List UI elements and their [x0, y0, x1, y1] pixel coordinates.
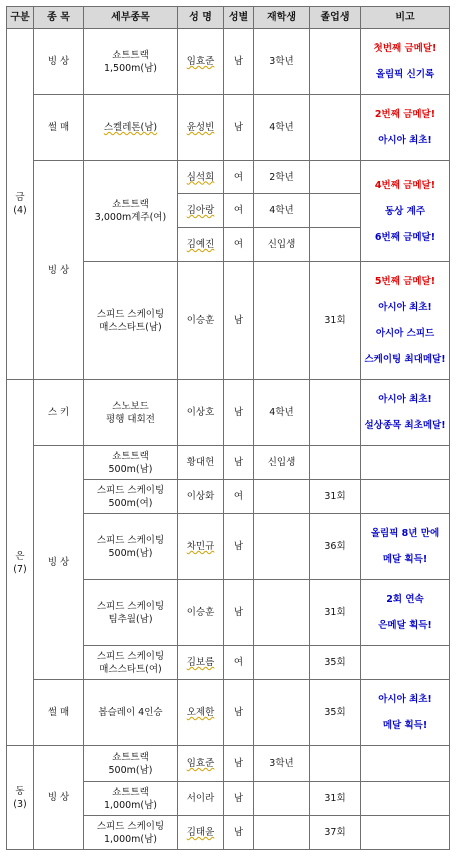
- gender-cell: 남: [224, 262, 254, 380]
- athlete-name: 임효준: [178, 29, 224, 95]
- event-cell: 스피드 스케이팅 매스스타트(남): [84, 262, 178, 380]
- graduate-cell: [310, 228, 361, 262]
- remark-cell: [361, 380, 450, 446]
- gender-cell: 여: [224, 194, 254, 228]
- event-cell: 스켈레톤(남): [84, 95, 178, 161]
- group-bronze: 동 (3): [7, 746, 34, 850]
- remark-line: 4번째 금메달!: [374, 179, 436, 191]
- athlete-name: 차민규: [178, 514, 224, 580]
- graduate-cell: 36회: [310, 514, 361, 580]
- table-row: [7, 446, 450, 480]
- remark-line: 올림픽 신기록: [375, 69, 435, 80]
- sport-cell: 빙 상: [34, 161, 84, 380]
- header-gender: 성별: [224, 7, 254, 29]
- graduate-cell: 31회: [310, 580, 361, 646]
- graduate-cell: [310, 29, 361, 95]
- remark-line: 아시아 최초!: [378, 302, 432, 313]
- remark-line: 은메달 획득!: [378, 620, 432, 631]
- athlete-name: 황대헌: [178, 446, 224, 480]
- remark-cell: [361, 514, 450, 580]
- athlete-name: 김태윤: [178, 816, 224, 850]
- event-cell: 스피드 스케이팅 1,000m(남): [84, 816, 178, 850]
- gender-cell: 남: [224, 29, 254, 95]
- remark-line: 스케이팅 최대메달!: [364, 354, 446, 365]
- gender-cell: 남: [224, 446, 254, 480]
- graduate-cell: 37회: [310, 816, 361, 850]
- current-student-cell: [254, 262, 310, 380]
- graduate-cell: [310, 746, 361, 782]
- table-row: [7, 95, 450, 161]
- graduate-cell: 31회: [310, 480, 361, 514]
- current-student-cell: 2학년: [254, 161, 310, 194]
- event-cell: 스피드 스케이팅 500m(여): [84, 480, 178, 514]
- header-event: 세부종목: [84, 7, 178, 29]
- event-cell: 쇼트트랙 500m(남): [84, 446, 178, 480]
- header-current-student: 재학생: [254, 7, 310, 29]
- graduate-cell: 31회: [310, 262, 361, 380]
- current-student-cell: 신입생: [254, 446, 310, 480]
- header-row: [7, 7, 450, 29]
- event-cell: 스노보드 평행 대회전: [84, 380, 178, 446]
- remark-cell: [361, 580, 450, 646]
- remark-line: 첫번째 금메달!: [373, 43, 437, 54]
- athlete-name: 임효준: [178, 746, 224, 782]
- group-silver: 은 (7): [7, 380, 34, 746]
- event-cell: 쇼트트랙 1,000m(남): [84, 782, 178, 816]
- table-row: [7, 380, 450, 446]
- remark-line: 메달 획득!: [382, 554, 428, 565]
- athlete-name: 이상화: [178, 480, 224, 514]
- graduate-cell: 35회: [310, 680, 361, 746]
- remark-line: 2회 연속: [386, 594, 424, 605]
- gender-cell: 남: [224, 816, 254, 850]
- group-gold: 금 (4): [7, 29, 34, 380]
- remark-cell: [361, 95, 450, 161]
- event-cell: 쇼트트랙 1,500m(남): [84, 29, 178, 95]
- header-remark: 비고: [361, 7, 450, 29]
- remark-cell: [361, 746, 450, 782]
- graduate-cell: [310, 194, 361, 228]
- event-cell: 봅슬레이 4인승: [84, 680, 178, 746]
- remark-line: 올림픽 8년 만에: [370, 528, 440, 539]
- athlete-name: 서이라: [178, 782, 224, 816]
- header-name: 성 명: [178, 7, 224, 29]
- remark-cell: [361, 782, 450, 816]
- current-student-cell: 4학년: [254, 194, 310, 228]
- current-student-cell: [254, 646, 310, 680]
- remark-cell: [361, 446, 450, 480]
- remark-line: 아시아 최초!: [378, 394, 432, 405]
- sport-cell: 빙 상: [34, 29, 84, 95]
- athlete-name: 이승훈: [178, 262, 224, 380]
- athlete-name: 오제한: [178, 680, 224, 746]
- gender-cell: 남: [224, 580, 254, 646]
- athlete-name: 심석희: [178, 161, 224, 194]
- sport-cell: 빙 상: [34, 446, 84, 680]
- gender-cell: 여: [224, 480, 254, 514]
- remark-cell: [361, 480, 450, 514]
- sport-cell: 스 키: [34, 380, 84, 446]
- sport-cell: 썰 매: [34, 680, 84, 746]
- gender-cell: 남: [224, 380, 254, 446]
- remark-line: 설상종목 최초메달!: [364, 420, 446, 431]
- remark-line: 아시아 스피드: [375, 328, 435, 339]
- graduate-cell: [310, 380, 361, 446]
- graduate-cell: [310, 446, 361, 480]
- event-cell: 쇼트트랙 500m(남): [84, 746, 178, 782]
- remark-line: 메달 획득!: [382, 720, 428, 731]
- graduate-cell: [310, 161, 361, 194]
- event-cell: 스피드 스케이팅 매스스타트(여): [84, 646, 178, 680]
- remark-cell: [361, 646, 450, 680]
- table-row: [7, 29, 450, 95]
- header-category: 구분: [7, 7, 34, 29]
- sport-cell: 썰 매: [34, 95, 84, 161]
- remark-cell: [361, 161, 450, 262]
- current-student-cell: [254, 782, 310, 816]
- graduate-cell: 35회: [310, 646, 361, 680]
- gender-cell: 남: [224, 514, 254, 580]
- athlete-name: 김예진: [178, 228, 224, 262]
- graduate-cell: [310, 95, 361, 161]
- current-student-cell: [254, 480, 310, 514]
- sport-cell: 빙 상: [34, 746, 84, 850]
- current-student-cell: [254, 680, 310, 746]
- gender-cell: 여: [224, 161, 254, 194]
- current-student-cell: 신입생: [254, 228, 310, 262]
- remark-line: 5번째 금메달!: [374, 276, 436, 287]
- medal-table: [6, 6, 450, 850]
- current-student-cell: 3학년: [254, 29, 310, 95]
- table-row: [7, 680, 450, 746]
- table-row: [7, 746, 450, 782]
- athlete-name: 윤성빈: [178, 95, 224, 161]
- gender-cell: 남: [224, 95, 254, 161]
- remark-line: 동상 계주: [384, 205, 425, 217]
- remark-cell: [361, 262, 450, 380]
- header-sport: 종 목: [34, 7, 84, 29]
- remark-cell: [361, 29, 450, 95]
- athlete-name: 이상호: [178, 380, 224, 446]
- remark-cell: [361, 680, 450, 746]
- event-cell: 쇼트트랙 3,000m계주(여): [84, 161, 178, 262]
- current-student-cell: 3학년: [254, 746, 310, 782]
- remark-line: 아시아 최초!: [378, 694, 432, 705]
- event-cell: 스피드 스케이팅 팀추월(남): [84, 580, 178, 646]
- current-student-cell: [254, 514, 310, 580]
- current-student-cell: 4학년: [254, 95, 310, 161]
- remark-cell: [361, 816, 450, 850]
- gender-cell: 남: [224, 680, 254, 746]
- event-cell: 스피드 스케이팅 500m(남): [84, 514, 178, 580]
- athlete-name: 김보름: [178, 646, 224, 680]
- remark-line: 아시아 최초!: [378, 135, 432, 146]
- current-student-cell: [254, 580, 310, 646]
- current-student-cell: [254, 816, 310, 850]
- gender-cell: 남: [224, 782, 254, 816]
- athlete-name: 이승훈: [178, 580, 224, 646]
- gender-cell: 여: [224, 646, 254, 680]
- remark-line: 6번째 금메달!: [374, 231, 436, 243]
- remark-line: 2번째 금메달!: [374, 109, 436, 120]
- gender-cell: 여: [224, 228, 254, 262]
- gender-cell: 남: [224, 746, 254, 782]
- current-student-cell: 4학년: [254, 380, 310, 446]
- athlete-name: 김아랑: [178, 194, 224, 228]
- table-row: [7, 161, 450, 194]
- graduate-cell: 31회: [310, 782, 361, 816]
- header-graduate: 졸업생: [310, 7, 361, 29]
